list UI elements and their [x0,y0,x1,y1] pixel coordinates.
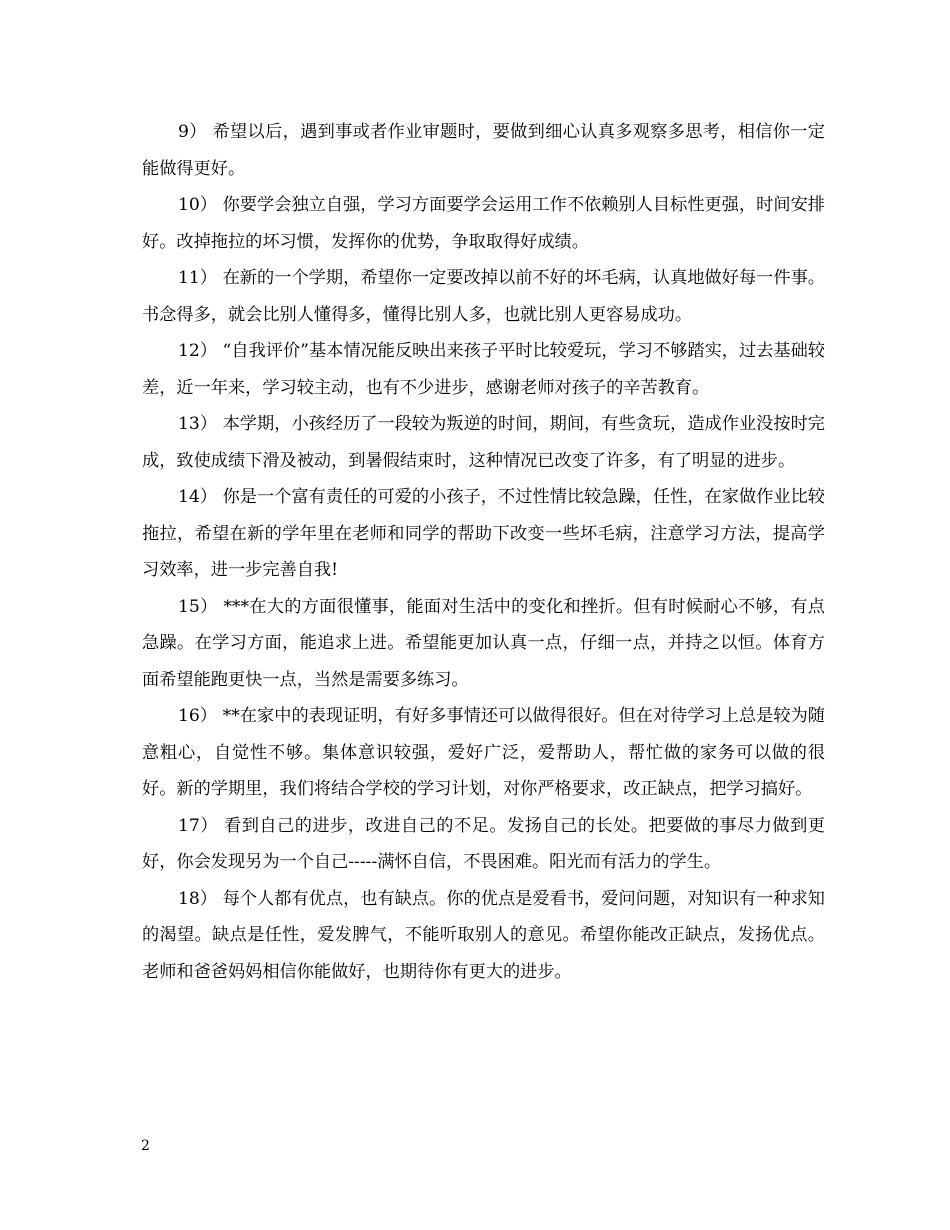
paragraph-15: 15） ***在大的方面很懂事，能面对生活中的变化和挫折。但有时候耐心不够，有点急躁。在学习方面，能追求上进。希望能更加认真一点，仔细一点，并持之以恒。体育方面希望能跑更快一点，当然是需要多练习。 [142,596,825,690]
paragraph-10: 10） 你要学会独立自强，学习方面要学会运用工作不依赖别人目标性更强，时间安排好。改掉拖拉的坏习惯，发挥你的优势，争取取得好成绩。 [142,195,825,252]
document-body [142,114,825,990]
paragraph-18: 18） 每个人都有优点，也有缺点。你的优点是爱看书，爱问问题，对知识有一种求知的渴望。缺点是任性，爱发脾气，不能听取别人的意见。希望你能改正缺点，发扬优点。老师和爸爸妈妈相信你能做好，也期待你有更大的进步。 [142,888,825,982]
paragraph-13: 13） 本学期，小孩经历了一段较为叛逆的时间，期间，有些贪玩，造成作业没按时完成，致使成绩下滑及被动，到暑假结束时，这种情况已改变了许多，有了明显的进步。 [142,414,825,471]
paragraph-14: 14） 你是一个富有责任的可爱的小孩子，不过性情比较急躁，任性，在家做作业比较拖拉，希望在新的学年里在老师和同学的帮助下改变一些坏毛病，注意学习方法，提高学习效率，进一步完善自我! [142,487,825,580]
paragraph-17: 17） 看到自己的进步，改进自己的不足。发扬自己的长处。把要做的事尽力做到更好，你会发现另为一个自己-----满怀自信，不畏困难。阳光而有活力的学生。 [142,815,825,872]
paragraph-16: 16） **在家中的表现证明，有好多事情还可以做得很好。但在对待学习上总是较为随意粗心，自觉性不够。集体意识较强，爱好广泛，爱帮助人，帮忙做的家务可以做的很好。新的学期里，我们将结合学校的学习计划，对你严格要求，改正缺点，把学习搞好。 [142,706,825,799]
page-number: 2 [141,1138,150,1154]
paragraph-9: 9） 希望以后，遇到事或者作业审题时，要做到细心认真多观察多思考，相信你一定能做得更好。 [142,122,825,179]
paragraph-12: 12） “自我评价”基本情况能反映出来孩子平时比较爱玩，学习不够踏实，过去基础较差，近一年来，学习较主动，也有不少进步，感谢老师对孩子的辛苦教育。 [142,341,825,398]
paragraph-11: 11） 在新的一个学期，希望你一定要改掉以前不好的坏毛病，认真地做好每一件事。书念得多，就会比别人懂得多，懂得比别人多，也就比别人更容易成功。 [142,268,825,325]
